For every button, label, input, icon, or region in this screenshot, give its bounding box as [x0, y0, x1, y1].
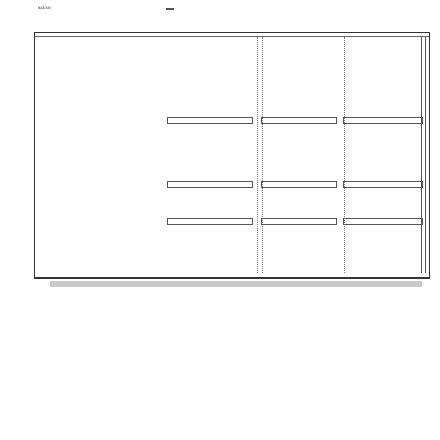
band-box	[343, 218, 423, 225]
footnote	[50, 281, 422, 287]
table-row	[35, 52, 429, 61]
band-box	[167, 218, 253, 225]
table-row	[35, 98, 429, 107]
table-row	[35, 227, 429, 236]
table-row	[35, 126, 429, 135]
table-row	[35, 71, 429, 80]
band-box	[343, 181, 423, 188]
table-top-rule	[35, 36, 429, 37]
table-row	[35, 190, 429, 199]
band-box	[261, 117, 337, 124]
table-row	[35, 107, 429, 116]
row-band	[167, 117, 425, 125]
table-row	[35, 80, 429, 89]
table-row	[35, 89, 429, 98]
table-row	[35, 264, 429, 273]
table-row	[35, 199, 429, 208]
row-band	[167, 181, 425, 189]
table-row	[35, 61, 429, 70]
table-row	[35, 172, 429, 181]
table-bottom-rule	[34, 278, 430, 279]
header-dash	[166, 8, 174, 10]
table-row	[35, 181, 429, 190]
table-row	[35, 153, 429, 162]
table-row	[35, 43, 429, 52]
band-box	[261, 218, 337, 225]
table-row	[35, 218, 429, 227]
header-col-a: BAEAM	[38, 6, 51, 10]
table-header	[36, 6, 430, 22]
table-row	[35, 245, 429, 254]
table-row	[35, 144, 429, 153]
table-row	[35, 209, 429, 218]
band-box	[167, 117, 253, 124]
table-row	[35, 236, 429, 245]
table-row	[35, 163, 429, 172]
band-box	[167, 181, 253, 188]
table-row	[35, 117, 429, 126]
table-row	[35, 135, 429, 144]
table-row	[35, 255, 429, 264]
band-box	[343, 117, 423, 124]
row-band	[167, 218, 425, 226]
band-box	[261, 181, 337, 188]
data-table	[34, 32, 430, 278]
